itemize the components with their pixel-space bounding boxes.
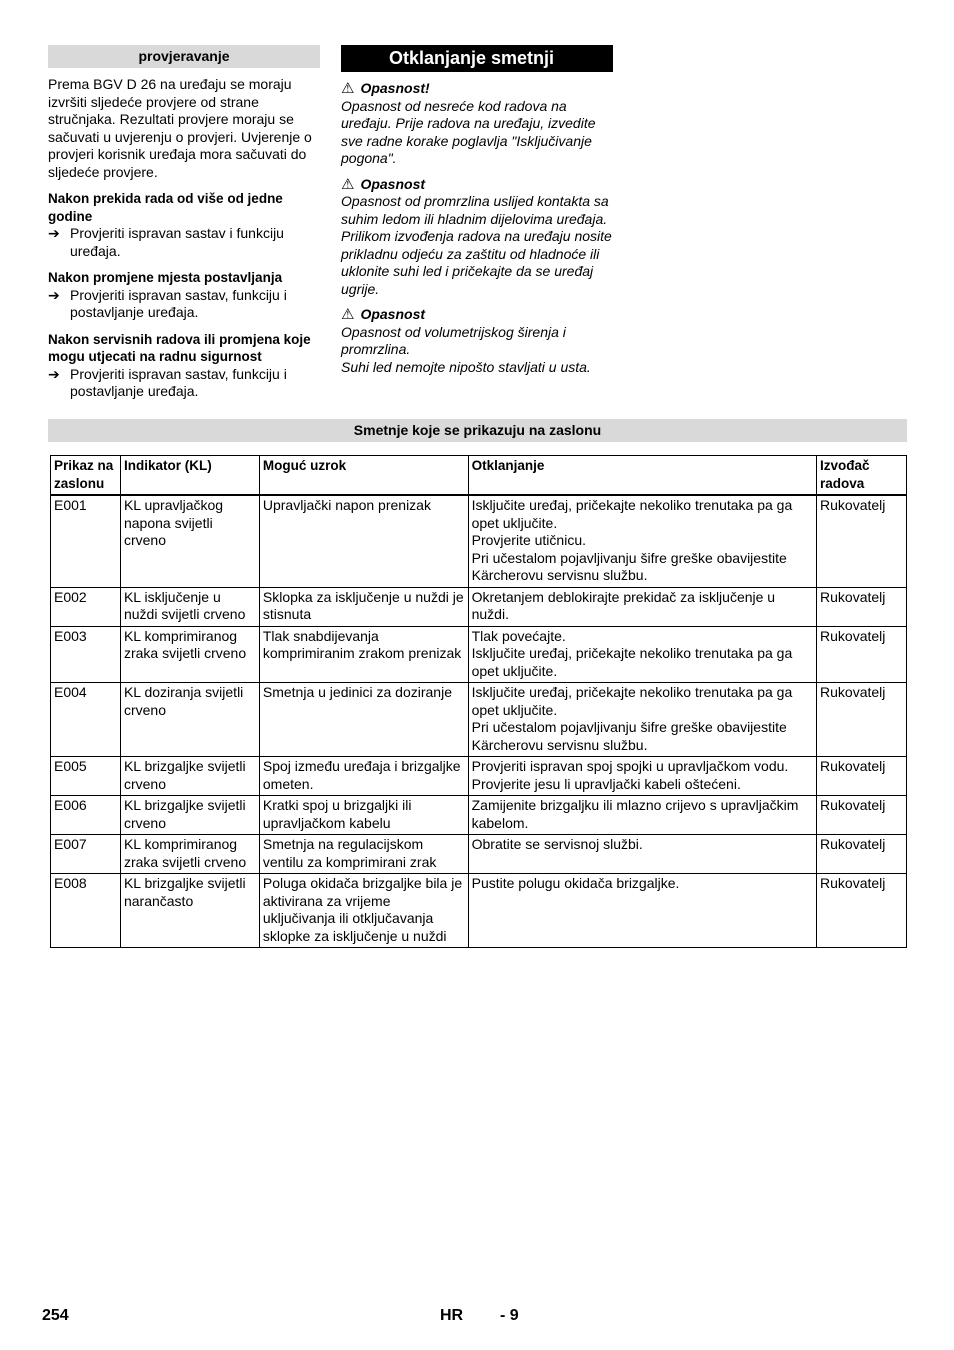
column-header: Izvođač radova (817, 456, 907, 496)
table-row (51, 626, 907, 683)
section-heading-checks: provjeravanje (48, 45, 320, 68)
indicator: KL brizgaljke svijetli crveno (120, 757, 259, 796)
remedy-line: Pri učestalom pojavljivanju šifre greške obavijestite Kärcherovu servisnu službu. (471, 719, 787, 753)
remedy-line: Isključite uređaj, pričekajte nekoliko trenutaka pa ga opet uključite. (471, 645, 793, 679)
table-header-row (51, 456, 907, 496)
remedy-line: Provjerite utičnicu. (471, 532, 586, 548)
warning-title: Opasnost (360, 175, 426, 192)
cause: Smetnja u jedinici za doziranje (259, 683, 468, 757)
remedy (468, 874, 816, 948)
cause: Smetnja na regulacijskom ventilu za komprimirani zrak (259, 835, 468, 874)
cause: Upravljački napon prenizak (259, 495, 468, 587)
indicator: KL komprimiranog zraka svijetli crveno (120, 626, 259, 683)
check-item-text: Provjeriti ispravan sastav i funkciju uređaja. (70, 225, 284, 259)
cause: Poluga okidača brizgaljke bila je aktivirana za vrijeme uključivanja ili otključavanja sklopke za isključenje u nuždi (259, 874, 468, 948)
section-page: - 9 (500, 1307, 519, 1324)
warning-text: Opasnost od volumetrijskog širenja i promrzlina. (341, 323, 566, 357)
performed-by: Rukovatelj (817, 874, 907, 948)
warning-triangle-icon: ⚠ (341, 306, 355, 323)
cause: Spoj između uređaja i brizgaljke ometen. (259, 757, 468, 796)
check-item-3 (48, 366, 320, 401)
remedy (468, 587, 816, 626)
remedy (468, 683, 816, 757)
remedy-line: Zamijenite brizgaljku ili mlazno crijevo s upravljačkim kabelom. (471, 797, 799, 831)
check-item-1 (48, 225, 320, 260)
performed-by: Rukovatelj (817, 495, 907, 587)
error-table (50, 455, 907, 948)
table-row (51, 587, 907, 626)
check-title-3: Nakon servisnih radova ili promjena koje mogu utjecati na radnu sigurnost (48, 331, 311, 364)
left-column (48, 45, 320, 401)
performed-by: Rukovatelj (817, 626, 907, 683)
warning-text: Opasnost od nesreće kod radova na uređaju. Prije radova na uređaju, izvedite sve radne korake poglavlja "Isključivanje pogona". (341, 97, 596, 166)
warning-triangle-icon: ⚠ (341, 175, 355, 193)
check-title-1: Nakon prekida rada od više od jedne godine (48, 191, 283, 224)
remedy-line: Provjerite jesu li upravljački kabeli oštećeni. (471, 775, 741, 792)
check-title-2: Nakon promjene mjesta postavljanja (48, 270, 283, 285)
remedy-line: Provjeriti ispravan spoj spojki u upravljačkom vodu. (471, 758, 789, 774)
error-code: E005 (51, 757, 121, 796)
error-code: E007 (51, 835, 121, 874)
error-code: E003 (51, 626, 121, 683)
table-row (51, 495, 907, 587)
arrow-right-icon: ➔ (48, 225, 60, 241)
remedy-line: Tlak povećajte. (471, 627, 566, 644)
error-code: E008 (51, 874, 121, 948)
table-row (51, 796, 907, 835)
warning-title: Opasnost (360, 306, 426, 322)
error-code: E006 (51, 796, 121, 835)
cause: Kratki spoj u brizgaljki ili upravljačkom kabelu (259, 796, 468, 835)
indicator: KL komprimiranog zraka svijetli crveno (120, 835, 259, 874)
remedy-line: Pri učestalom pojavljivanju šifre greške obavijestite Kärcherovu servisnu službu. (471, 549, 787, 583)
column-header: Prikaz na zaslonu (51, 456, 121, 496)
remedy (468, 796, 816, 835)
cause: Sklopka za isključenje u nuždi je stisnuta (259, 587, 468, 626)
cause: Tlak snabdijevanja komprimiranim zrakom prenizak (259, 626, 468, 683)
performed-by: Rukovatelj (817, 683, 907, 757)
error-code: E002 (51, 587, 121, 626)
error-code: E004 (51, 683, 121, 757)
page-number: 254 (42, 1307, 69, 1324)
table-row (51, 874, 907, 948)
performed-by: Rukovatelj (817, 757, 907, 796)
column-header: Moguć uzrok (259, 456, 468, 496)
section-heading-troubleshooting: Otklanjanje smetnji (341, 45, 613, 72)
table-row (51, 835, 907, 874)
performed-by: Rukovatelj (817, 835, 907, 874)
performed-by: Rukovatelj (817, 796, 907, 835)
warning-text: Opasnost od promrzlina uslijed kontakta sa suhim ledom ili hladnim dijelovima uređaja. (341, 193, 609, 227)
checks-intro: Prema BGV D 26 na uređaju se moraju izvršiti sljedeće provjere od strane stručnjaka. Rezultati provjere moraju se sačuvati u uvjerenju o provjeri. Uvjerenje o provjeri korisnik uređaja mora sačuvati do sljedeće provjere. (48, 76, 312, 180)
table-title: Smetnje koje se prikazuju na zaslonu (48, 419, 907, 442)
warning-block-1 (341, 80, 613, 168)
table-row (51, 757, 907, 796)
column-header: Otklanjanje (468, 456, 816, 496)
remedy-line: Pustite polugu okidača brizgaljke. (471, 875, 680, 891)
indicator: KL brizgaljke svijetli narančasto (120, 874, 259, 948)
remedy (468, 835, 816, 874)
table-row (51, 683, 907, 757)
warning-block-3 (341, 306, 613, 376)
remedy-line: Obratite se servisnoj službi. (471, 836, 643, 852)
warning-text: Prilikom izvođenja radova na uređaju nosite prikladnu odjeću za zaštitu od hladnoće ili uklonite suhi led i pričekajte da se uređaj ugrije. (341, 228, 612, 297)
remedy (468, 495, 816, 587)
right-column (341, 45, 613, 376)
remedy (468, 626, 816, 683)
arrow-right-icon: ➔ (48, 365, 60, 382)
check-item-text: Provjeriti ispravan sastav, funkciju i postavljanje uređaja. (70, 286, 287, 320)
error-code: E001 (51, 495, 121, 587)
column-header: Indikator (KL) (120, 456, 259, 496)
check-item-text: Provjeriti ispravan sastav, funkciju i postavljanje uređaja. (70, 365, 287, 399)
indicator: KL isključenje u nuždi svijetli crveno (120, 587, 259, 626)
warning-title: Opasnost! (360, 80, 430, 96)
indicator: KL upravljačkog napona svijetli crveno (120, 495, 259, 587)
remedy-line: Isključite uređaj, pričekajte nekoliko trenutaka pa ga opet uključite. (471, 497, 793, 531)
warning-block-2 (341, 176, 613, 299)
performed-by: Rukovatelj (817, 587, 907, 626)
arrow-right-icon: ➔ (48, 286, 60, 303)
remedy-line: Okretanjem deblokirajte prekidač za isključenje u nuždi. (471, 588, 776, 622)
indicator: KL brizgaljke svijetli crveno (120, 796, 259, 835)
check-item-2 (48, 287, 320, 322)
indicator: KL doziranja svijetli crveno (120, 683, 259, 757)
remedy (468, 757, 816, 796)
warning-text: Suhi led nemojte nipošto stavljati u usta. (341, 358, 591, 375)
warning-triangle-icon: ⚠ (341, 80, 355, 97)
remedy-line: Isključite uređaj, pričekajte nekoliko trenutaka pa ga opet uključite. (471, 684, 793, 718)
language-code: HR (440, 1307, 464, 1324)
